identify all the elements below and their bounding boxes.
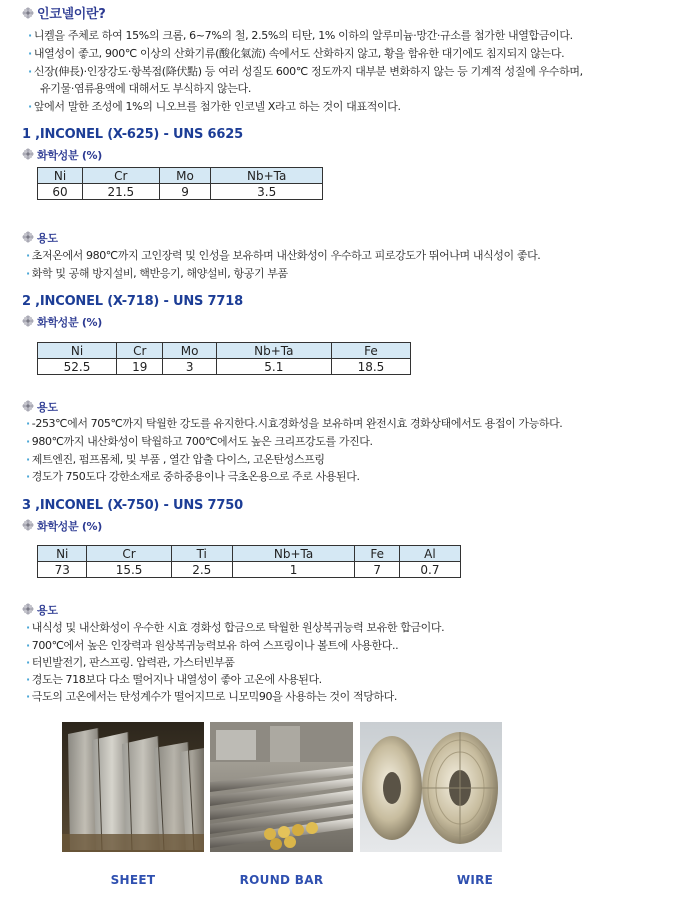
table-value-cell: 52.5 [38, 359, 117, 375]
flower-bullet-icon [22, 603, 34, 615]
usage-line: · 경도는 718보다 다소 떨어지나 내열성이 좋아 고온에 사용된다. [26, 673, 322, 686]
table-value-cell: 21.5 [83, 184, 160, 200]
table-header-cell: Nb+Ta [211, 168, 323, 184]
table-value-row [38, 562, 461, 578]
composition-heading: 화학성분 (%) [22, 314, 102, 330]
table-value-cell: 7 [355, 562, 399, 578]
table-header-cell: Ni [38, 546, 87, 562]
usage-line: · 터빈발전기, 판스프링. 압력관, 가스터빈부품 [26, 656, 235, 669]
table-value-cell: 9 [159, 184, 211, 200]
table-value-row [38, 359, 411, 375]
usage-line: · 화학 및 공해 방지설비, 핵반응기, 해양설비, 항공기 부품 [26, 267, 288, 280]
product-caption-wire: WIRE [456, 873, 494, 887]
usage-line: · 초저온에서 980℃까지 고인장력 및 인성을 보유하며 내산화성이 우수하고 피로강도가 뛰어나며 내식성이 좋다. [26, 249, 541, 262]
table-value-row [38, 184, 323, 200]
flower-bullet-icon [22, 519, 34, 531]
section-title-x625: 1 ,INCONEL (X-625) - UNS 6625 [22, 127, 243, 142]
usage-line: · 내식성 및 내산화성이 우수한 시효 경화성 합금으로 탁월한 원상복귀능력 보유한 합금이다. [26, 621, 445, 634]
table-value-cell: 3 [163, 359, 216, 375]
table-header-cell: Cr [83, 168, 160, 184]
table-value-cell: 3.5 [211, 184, 323, 200]
composition-table-x750 [37, 545, 461, 578]
wire-photo [360, 722, 502, 852]
composition-heading: 화학성분 (%) [22, 147, 102, 163]
flower-bullet-icon [22, 231, 34, 243]
usage-line: · 700℃에서 높은 인장력과 원상복귀능력보유 하여 스프링이나 볼트에 사용한다.. [26, 639, 399, 652]
usage-heading: 용도 [22, 602, 58, 618]
table-header-cell: Al [399, 546, 460, 562]
table-header-row [38, 343, 411, 359]
table-header-cell: Ti [171, 546, 232, 562]
table-header-cell: Ni [38, 343, 117, 359]
intro-line: · 앞에서 말한 조성에 1%의 니오브를 첨가한 인코넬 X라고 하는 것이 대표적이다. [28, 100, 401, 113]
table-header-row [38, 168, 323, 184]
table-header-cell: Fe [331, 343, 410, 359]
table-header-cell: Fe [355, 546, 399, 562]
round-bar-photo [210, 722, 353, 852]
table-header-cell: Nb+Ta [232, 546, 355, 562]
table-value-cell: 15.5 [87, 562, 171, 578]
intro-line: 유기물·염류용액에 대해서도 부식하지 않는다. [40, 82, 251, 95]
table-value-cell: 0.7 [399, 562, 460, 578]
flower-bullet-icon [22, 148, 34, 160]
table-value-cell: 73 [38, 562, 87, 578]
table-header-cell: Cr [117, 343, 163, 359]
usage-heading: 용도 [22, 399, 58, 415]
table-value-cell: 60 [38, 184, 83, 200]
section-title-x750: 3 ,INCONEL (X-750) - UNS 7750 [22, 498, 243, 513]
usage-line: · 980℃까지 내산화성이 탁월하고 700℃에서도 높은 크리프강도를 가진다. [26, 435, 373, 448]
composition-heading: 화학성분 (%) [22, 518, 102, 534]
flower-bullet-icon [22, 315, 34, 327]
table-value-cell: 2.5 [171, 562, 232, 578]
table-value-cell: 19 [117, 359, 163, 375]
sheet-photo [62, 722, 204, 852]
product-caption-sheet: SHEET [110, 873, 156, 887]
table-value-cell: 1 [232, 562, 355, 578]
table-header-cell: Cr [87, 546, 171, 562]
intro-line: · 내열성이 좋고, 900℃ 이상의 산화기류(酸化氣流) 속에서도 산화하지 않고, 황을 함유한 대기에도 침지되지 않는다. [28, 47, 565, 60]
section-title-x718: 2 ,INCONEL (X-718) - UNS 7718 [22, 294, 243, 309]
product-caption-round-bar: ROUND BAR [239, 873, 324, 887]
usage-line: · 경도가 750도다 강한소재로 중하중용이나 극초온용으로 주로 사용된다. [26, 470, 360, 483]
usage-line: · 제트엔진, 펌프몸체, 및 부품 , 열간 압출 다이스, 고온탄성스프링 [26, 453, 325, 466]
intro-line: · 니켈을 주체로 하여 15%의 크롬, 6~7%의 철, 2.5%의 티탄, 1% 이하의 알루미늄·망간·규소를 첨가한 내열합금이다. [28, 29, 573, 42]
usage-line: · -253℃에서 705℃까지 탁월한 강도를 유지한다.시효경화성을 보유하며 완전시효 경화상태에서도 용접이 가능하다. [26, 417, 563, 430]
flower-bullet-icon [22, 400, 34, 412]
usage-heading: 용도 [22, 230, 58, 246]
table-value-cell: 5.1 [216, 359, 331, 375]
table-header-row [38, 546, 461, 562]
usage-line: · 극도의 고온에서는 탄성계수가 떨어지므로 니모믹90을 사용하는 것이 적당하다. [26, 690, 397, 703]
composition-table-x625 [37, 167, 323, 200]
table-value-cell: 18.5 [331, 359, 410, 375]
table-header-cell: Mo [163, 343, 216, 359]
table-header-cell: Mo [159, 168, 211, 184]
intro-line: · 신장(伸長)·인장강도·항복점(降伏點) 등 여러 성질도 600℃ 정도까지 대부분 변화하지 않는 등 기계적 성질에 우수하며, [28, 65, 583, 78]
table-header-cell: Ni [38, 168, 83, 184]
composition-table-x718 [37, 342, 411, 375]
flower-bullet-icon [22, 7, 34, 19]
intro-heading: 인코넬이란? [22, 3, 106, 22]
table-header-cell: Nb+Ta [216, 343, 331, 359]
